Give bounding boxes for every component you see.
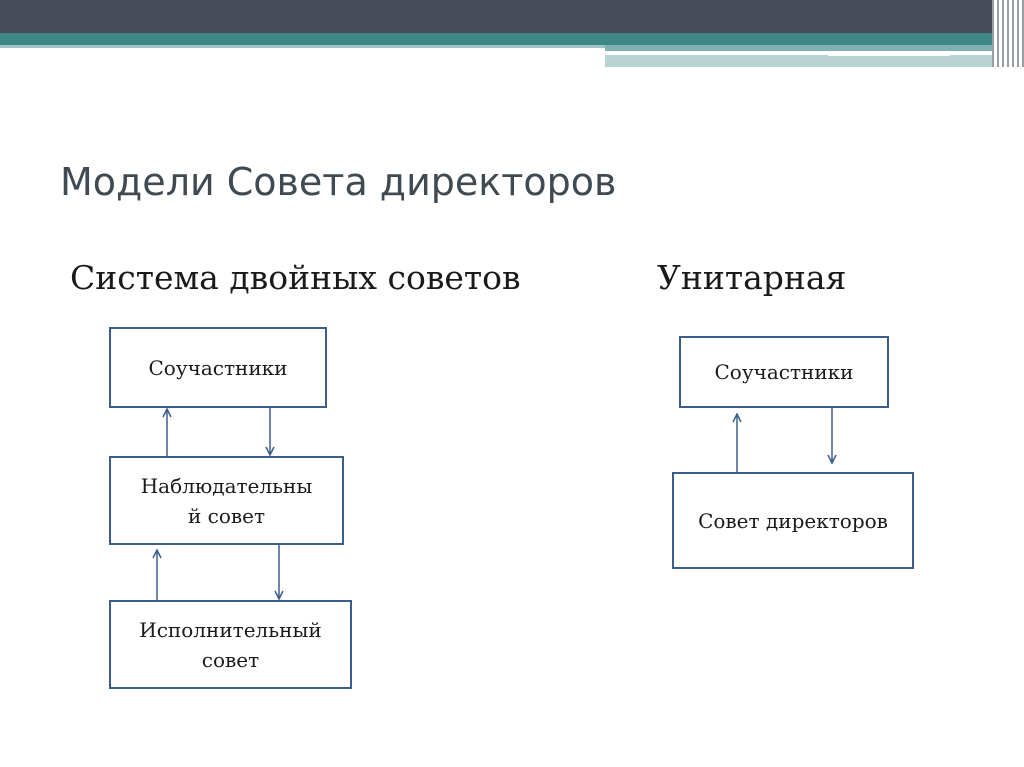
box-label-line: Наблюдательны <box>140 473 313 498</box>
box-label-line: й совет <box>187 503 266 528</box>
box-label-line: Исполнительный <box>139 617 322 642</box>
box-label-line: Соучастники <box>148 355 288 380</box>
slide-title: Модели Совета директоров <box>60 160 617 204</box>
left-model-heading: Система двойных советов <box>70 258 521 297</box>
right-model-heading: Унитарная <box>657 258 847 297</box>
box-label-line: Соучастники <box>714 360 854 384</box>
box-label-line: Совет директоров <box>698 508 888 533</box>
box-label-line: совет <box>201 647 260 672</box>
